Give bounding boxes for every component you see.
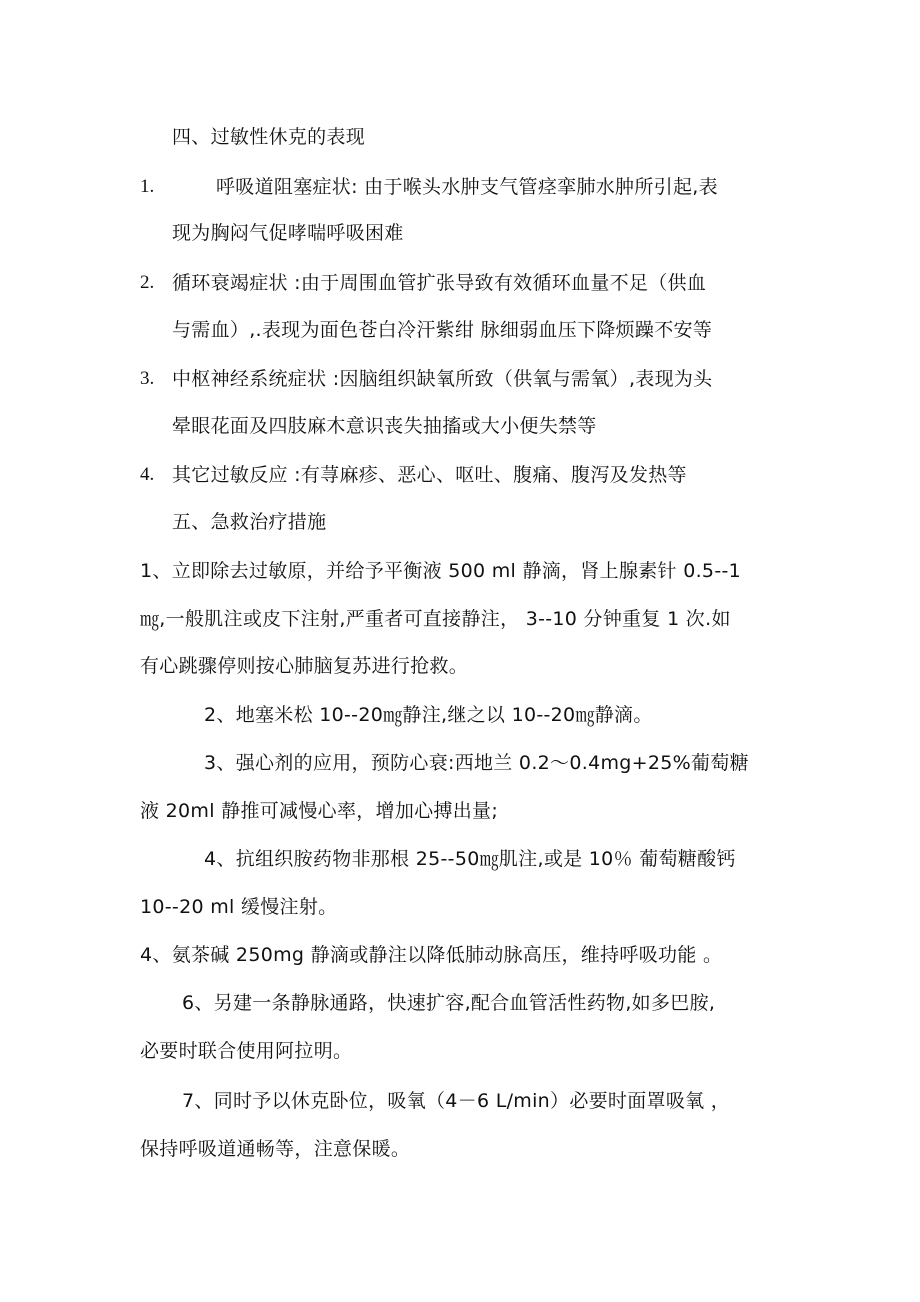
item-2-number: 2. bbox=[140, 272, 155, 293]
paragraph-6-line-1: 6、另建一条静脉通路，快速扩容,配合血管活性药物,如多巴胺, bbox=[182, 992, 716, 1014]
item-1-line-2: 现为胸闷气促哮喘呼吸困难 bbox=[172, 222, 404, 244]
item-2-line-2: 与需血）,.表现为面色苍白冷汗紫绀 脉细弱血压下降烦躁不安等 bbox=[172, 319, 713, 341]
item-2-line-1: 循环衰竭症状 :由于周围血管扩张导致有效循环血量不足（供血 bbox=[172, 272, 707, 294]
item-4-number: 4. bbox=[140, 464, 155, 485]
paragraph-1-line-3: 有心跳骤停则按心肺脑复苏进行抢救。 bbox=[140, 655, 469, 677]
item-3-number: 3. bbox=[140, 368, 155, 389]
item-1-number: 1. bbox=[140, 176, 155, 197]
paragraph-1-line-1: 1、立即除去过敏原，并给予平衡液 500 ml 静滴，肾上腺素针 0.5--1 bbox=[140, 560, 742, 582]
paragraph-3-line-2: 液 20ml 静推可减慢心率，增加心搏出量; bbox=[140, 800, 499, 822]
item-3-line-1: 中枢神经系统症状 :因脑组织缺氧所致（供氧与需氧）,表现为头 bbox=[172, 368, 713, 390]
paragraph-3-line-1: 3、强心剂的应用，预防心衰:西地兰 0.2～0.4mg+25%葡萄糖 bbox=[204, 752, 749, 774]
item-3-line-2: 晕眼花面及四肢麻木意识丧失抽搐或大小便失禁等 bbox=[172, 415, 597, 437]
section-4-heading: 四、过敏性休克的表现 bbox=[172, 126, 366, 148]
paragraph-6-line-2: 必要时联合使用阿拉明。 bbox=[140, 1040, 353, 1062]
paragraph-1-line-2: ㎎,一般肌注或皮下注射,严重者可直接静注， 3--10 分钟重复 1 次.如 bbox=[140, 608, 731, 630]
paragraph-7-line-1: 7、同时予以休克卧位，吸氧（4－6 L/min）必要时面罩吸氧 ， bbox=[182, 1090, 731, 1112]
paragraph-4-line-2: 10--20 ml 缓慢注射。 bbox=[140, 896, 338, 918]
paragraph-4-line-1: 4、抗组织胺药物非那根 25--50㎎肌注,或是 10％ 葡萄糖酸钙 bbox=[204, 848, 736, 870]
paragraph-2-line-1: 2、地塞米松 10--20㎎静注,继之以 10--20㎎静滴。 bbox=[204, 704, 653, 726]
item-4-line-1: 其它过敏反应 :有荨麻疹、恶心、呕吐、腹痛、腹泻及发热等 bbox=[172, 464, 687, 486]
section-5-heading: 五、急救治疗措施 bbox=[172, 511, 327, 533]
paragraph-7-line-2: 保持呼吸道通畅等，注意保暖。 bbox=[140, 1138, 411, 1160]
paragraph-5-line-1: 4、氨茶碱 250mg 静滴或静注以降低肺动脉高压，维持呼吸功能 。 bbox=[140, 944, 723, 966]
item-1-line-1: 呼吸道阻塞症状: 由于喉头水肿支气管痉挛肺水肿所引起,表 bbox=[216, 176, 718, 198]
